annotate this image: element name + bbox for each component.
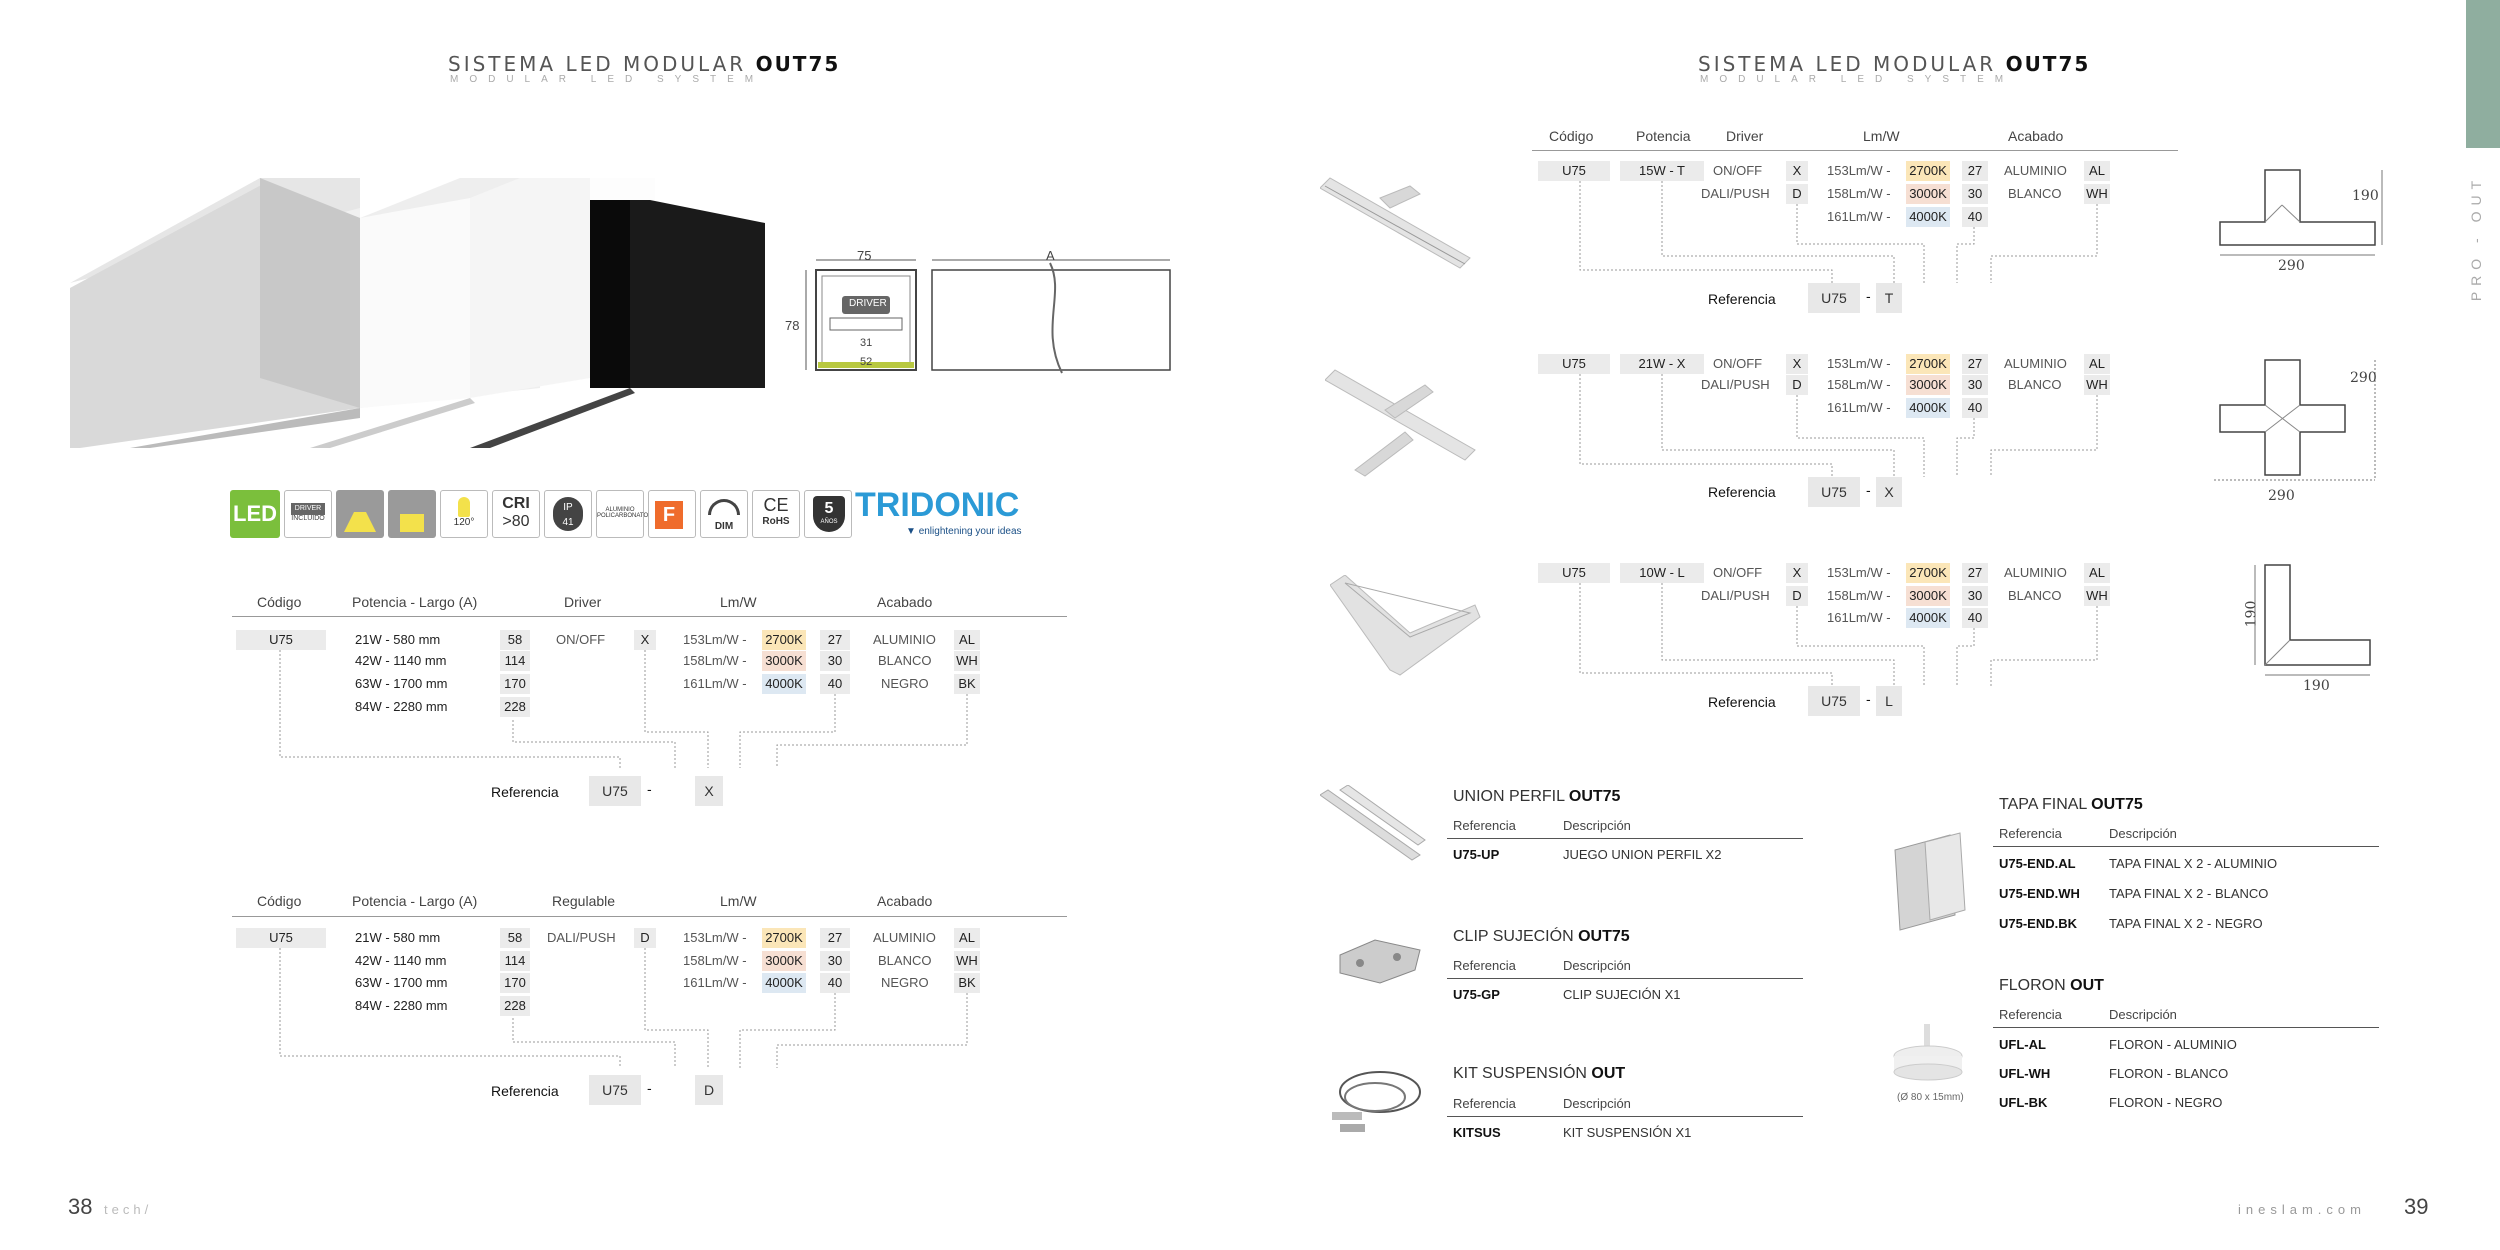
kit-code: KITSUS: [1453, 1125, 1501, 1140]
dim-inner-label: 31: [860, 337, 873, 349]
t2-cct-3: 4000K: [762, 973, 806, 993]
driver-label: DRIVER: [849, 298, 887, 309]
r-header-driver: Driver: [1726, 128, 1764, 144]
t2-header-power: Potencia - Largo (A): [352, 893, 478, 909]
b3-ref-fixed: L: [1876, 686, 1902, 716]
t2-power-4: 84W - 2280 mm: [355, 998, 448, 1013]
b3-dim-2: 190: [2303, 678, 2330, 694]
b3-dim-1: 190: [2243, 600, 2260, 628]
t1-ref-dash: -: [647, 781, 652, 797]
clip-code: U75-GP: [1453, 987, 1500, 1002]
left-page-subtitle: MODULAR LED SYSTEM: [450, 74, 765, 85]
b3-finish-code-1: AL: [2084, 563, 2110, 583]
t1-code: U75: [236, 630, 326, 650]
b2-driver-1: ON/OFF: [1713, 356, 1763, 371]
b2-cct-code-3: 40: [1962, 398, 1988, 418]
t2-power-2: 42W - 1140 mm: [355, 953, 447, 968]
t1-finish-code-1: AL: [954, 630, 980, 650]
t1-ref-label: Referencia: [491, 784, 559, 800]
t1-header-driver: Driver: [564, 594, 602, 610]
tapa-code-1: U75-END.AL: [1999, 856, 2076, 871]
b3-finish-code-2: WH: [2084, 586, 2110, 606]
t2-lm-3: 161Lm/W -: [683, 975, 747, 990]
tapa-title: TAPA FINAL OUT75: [1999, 796, 2143, 813]
t1-power-2: 42W - 1140 mm: [355, 653, 447, 668]
dim-width-label: 75: [857, 248, 872, 263]
dim-base-label: 52: [860, 356, 873, 368]
r-header-code: Código: [1549, 128, 1594, 144]
b3-finish-1: ALUMINIO: [2004, 565, 2067, 580]
t1-cct-2: 3000K: [762, 651, 806, 671]
b3-ref-dash: -: [1866, 691, 1871, 707]
b2-finish-code-2: WH: [2084, 375, 2110, 395]
b1-cct-code-3: 40: [1962, 207, 1988, 227]
b1-lm-2: 158Lm/W -: [1827, 186, 1891, 201]
left-page-section: tech/: [104, 1202, 153, 1217]
b3-driver-1: ON/OFF: [1713, 565, 1763, 580]
b2-lm-3: 161Lm/W -: [1827, 400, 1891, 415]
driver-included-badge: DRIVER INCLUIDO: [284, 490, 332, 538]
t2-ref-fixed: D: [695, 1075, 723, 1105]
t1-ref-code: U75: [589, 776, 641, 806]
t2-header-lmw: Lm/W: [720, 893, 757, 909]
r-header-finish: Acabado: [2008, 128, 2064, 144]
t1-lm-3: 161Lm/W -: [683, 676, 747, 691]
t1-cct-code-2: 30: [820, 651, 850, 671]
t2-length-1: 58: [500, 928, 530, 948]
b1-finish-code-1: AL: [2084, 161, 2110, 181]
clip-title: CLIP SUJECIÓN OUT75: [1453, 928, 1630, 945]
t2-cct-1: 2700K: [762, 928, 806, 948]
t2-cct-code-1: 27: [820, 928, 850, 948]
material-badge: ALUMINIO POLICARBONATO: [596, 490, 644, 538]
t1-finish-code-2: WH: [954, 651, 980, 671]
energy-class-badge: F: [648, 490, 696, 538]
b3-cct-code-2: 30: [1962, 586, 1988, 606]
right-page-subtitle: MODULAR LED SYSTEM: [1700, 74, 2015, 85]
b1-driver-code-2: D: [1786, 184, 1808, 204]
t1-lm-2: 158Lm/W -: [683, 653, 747, 668]
b1-cct-3: 4000K: [1906, 207, 1950, 227]
b1-driver-2: DALI/PUSH: [1701, 186, 1770, 201]
union-profile-photo: [1320, 785, 1430, 865]
clip-photo: [1335, 935, 1425, 995]
floron-desc-2: FLORON - BLANCO: [2109, 1066, 2229, 1081]
b3-lm-1: 153Lm/W -: [1827, 565, 1891, 580]
kit-title: KIT SUSPENSIÓN OUT: [1453, 1065, 1626, 1082]
r-header-lmw: Lm/W: [1863, 128, 1900, 144]
b1-finish-code-2: WH: [2084, 184, 2110, 204]
ce-rohs-badge: CE RoHS: [752, 490, 800, 538]
b3-lm-2: 158Lm/W -: [1827, 588, 1891, 603]
tapa-code-2: U75-END.WH: [1999, 886, 2080, 901]
floron-h-ref: Referencia: [1999, 1007, 2062, 1022]
t1-header-lmw: Lm/W: [720, 594, 757, 610]
b2-driver-2: DALI/PUSH: [1701, 377, 1770, 392]
floron-size-note: (Ø 80 x 15mm): [1897, 1092, 1964, 1103]
b1-lm-1: 153Lm/W -: [1827, 163, 1891, 178]
b2-driver-code-1: X: [1786, 354, 1808, 374]
t1-cct-3: 4000K: [762, 674, 806, 694]
b2-lm-2: 158Lm/W -: [1827, 377, 1891, 392]
b3-cct-2: 3000K: [1906, 586, 1950, 606]
end-cap-photo: [1890, 830, 1970, 940]
tridonic-logo: TRIDONIC: [855, 486, 1020, 524]
b2-cct-1: 2700K: [1906, 354, 1950, 374]
t1-length-2: 114: [500, 651, 530, 671]
b1-power: 15W - T: [1620, 161, 1704, 181]
tapa-h-desc: Descripción: [2109, 826, 2177, 841]
floron-h-desc: Descripción: [2109, 1007, 2177, 1022]
b3-cct-1: 2700K: [1906, 563, 1950, 583]
union-h-ref: Referencia: [1453, 818, 1516, 833]
t2-power-3: 63W - 1700 mm: [355, 975, 448, 990]
floron-code-1: UFL-AL: [1999, 1037, 2046, 1052]
t2-cct-code-3: 40: [820, 973, 850, 993]
left-page-number: 38: [68, 1194, 93, 1219]
b2-dim-2: 290: [2268, 488, 2295, 504]
kit-h-ref: Referencia: [1453, 1096, 1516, 1111]
t2-lm-2: 158Lm/W -: [683, 953, 747, 968]
t-shape-diagram: [2210, 160, 2390, 270]
clip-desc: CLIP SUJECIÓN X1: [1563, 987, 1681, 1002]
t2-power-1: 21W - 580 mm: [355, 930, 441, 945]
b2-ref-code: U75: [1808, 477, 1860, 507]
b3-driver-2: DALI/PUSH: [1701, 588, 1770, 603]
t2-finish-code-3: BK: [954, 973, 980, 993]
floron-title: FLORON OUT: [1999, 977, 2104, 994]
b1-cct-1: 2700K: [1906, 161, 1950, 181]
union-title: UNION PERFIL OUT75: [1453, 788, 1621, 805]
b1-cct-code-2: 30: [1962, 184, 1988, 204]
b2-cct-code-2: 30: [1962, 375, 1988, 395]
t1-cct-1: 2700K: [762, 630, 806, 650]
tapa-h-ref: Referencia: [1999, 826, 2062, 841]
floron-desc-3: FLORON - NEGRO: [2109, 1095, 2223, 1110]
b2-cct-2: 3000K: [1906, 375, 1950, 395]
tapa-desc-3: TAPA FINAL X 2 - NEGRO: [2109, 916, 2263, 931]
t1-finish-code-3: BK: [954, 674, 980, 694]
t2-code: U75: [236, 928, 326, 948]
dimmable-badge: DIM: [700, 490, 748, 538]
b2-cct-3: 4000K: [1906, 398, 1950, 418]
tapa-desc-2: TAPA FINAL X 2 - BLANCO: [2109, 886, 2269, 901]
b3-finish-2: BLANCO: [2008, 588, 2062, 603]
floron-code-3: UFL-BK: [1999, 1095, 2048, 1110]
floron-desc-1: FLORON - ALUMINIO: [2109, 1037, 2237, 1052]
warranty-badge: 5 AÑOS: [804, 490, 852, 538]
tapa-desc-1: TAPA FINAL X 2 - ALUMINIO: [2109, 856, 2278, 871]
b3-ref-label: Referencia: [1708, 694, 1776, 710]
b3-cct-code-3: 40: [1962, 608, 1988, 628]
t2-ref-dash: -: [647, 1080, 652, 1096]
kit-rule: [1447, 1116, 1803, 1117]
dim-height-label: 78: [785, 318, 800, 333]
cri-badge: CRI >80: [492, 490, 540, 538]
t2-cct-code-2: 30: [820, 951, 850, 971]
t1-power-1: 21W - 580 mm: [355, 632, 441, 647]
b2-ref-dash: -: [1866, 482, 1871, 498]
ip-rating-badge: IP 41: [544, 490, 592, 538]
b1-cct-2: 3000K: [1906, 184, 1950, 204]
t1-length-4: 228: [500, 697, 530, 717]
led-badge: LED: [230, 490, 280, 538]
t1-driver-code: X: [634, 630, 656, 650]
kit-h-desc: Descripción: [1563, 1096, 1631, 1111]
r-header-power: Potencia: [1636, 128, 1691, 144]
b1-dim-1: 190: [2352, 188, 2379, 204]
chapter-tab: [2466, 0, 2500, 148]
union-desc: JUEGO UNION PERFIL X2: [1563, 847, 1722, 862]
t1-header-power: Potencia - Largo (A): [352, 594, 478, 610]
t1-header-code: Código: [257, 594, 302, 610]
tapa-rule: [1993, 846, 2379, 847]
b1-cct-code-1: 27: [1962, 161, 1988, 181]
floron-photo: [1888, 1022, 1968, 1092]
b3-cct-3: 4000K: [1906, 608, 1950, 628]
t2-finish-3: NEGRO: [881, 975, 929, 990]
t2-finish-2: BLANCO: [878, 953, 932, 968]
union-rule: [1447, 838, 1803, 839]
b2-ref-label: Referencia: [1708, 484, 1776, 500]
right-page-title: SISTEMA LED MODULAR OUT75: [1698, 52, 2091, 76]
t1-cct-code-3: 40: [820, 674, 850, 694]
t1-power-4: 84W - 2280 mm: [355, 699, 448, 714]
b3-ref-code: U75: [1808, 686, 1860, 716]
union-code: U75-UP: [1453, 847, 1500, 862]
b2-finish-1: ALUMINIO: [2004, 356, 2067, 371]
t2-lm-1: 153Lm/W -: [683, 930, 747, 945]
b1-code: U75: [1538, 161, 1610, 181]
b2-lm-1: 153Lm/W -: [1827, 356, 1891, 371]
t1-length-3: 170: [500, 674, 530, 694]
t2-finish-1: ALUMINIO: [873, 930, 936, 945]
t1-finish-1: ALUMINIO: [873, 632, 936, 647]
b3-lm-3: 161Lm/W -: [1827, 610, 1891, 625]
b3-driver-code-2: D: [1786, 586, 1808, 606]
b1-finish-1: ALUMINIO: [2004, 163, 2067, 178]
t2-cct-2: 3000K: [762, 951, 806, 971]
t2-ref-label: Referencia: [491, 1083, 559, 1099]
kit-desc: KIT SUSPENSIÓN X1: [1563, 1125, 1692, 1140]
t1-driver: ON/OFF: [556, 632, 606, 647]
b1-finish-2: BLANCO: [2008, 186, 2062, 201]
beam-angle-icon: 120°: [440, 490, 488, 538]
t2-length-2: 114: [500, 951, 530, 971]
b1-lm-3: 161Lm/W -: [1827, 209, 1891, 224]
tridonic-tagline: ▼ enlightening your ideas: [906, 526, 1022, 537]
t1-cct-code-1: 27: [820, 630, 850, 650]
t2-header-code: Código: [257, 893, 302, 909]
dim-length-label: A: [1046, 248, 1055, 263]
b2-driver-code-2: D: [1786, 375, 1808, 395]
b2-code: U75: [1538, 354, 1610, 374]
floron-rule: [1993, 1027, 2379, 1028]
t2-driver-code: D: [634, 928, 656, 948]
b2-ref-fixed: X: [1876, 477, 1902, 507]
tapa-code-3: U75-END.BK: [1999, 916, 2078, 931]
t2-ref-code: U75: [589, 1075, 641, 1105]
t2-length-4: 228: [500, 996, 530, 1016]
b1-ref-fixed: T: [1876, 283, 1902, 313]
b3-code: U75: [1538, 563, 1610, 583]
b3-power: 10W - L: [1620, 563, 1704, 583]
b2-dim-1: 290: [2350, 370, 2377, 386]
b3-cct-code-1: 27: [1962, 563, 1988, 583]
b2-power: 21W - X: [1620, 354, 1704, 374]
clip-h-ref: Referencia: [1453, 958, 1516, 973]
right-page-number: 39: [2404, 1194, 2429, 1219]
floron-code-2: UFL-WH: [1999, 1066, 2051, 1081]
t1-length-1: 58: [500, 630, 530, 650]
t2-finish-code-2: WH: [954, 951, 980, 971]
chapter-label: PRO - OUT: [2468, 174, 2484, 302]
b1-driver-1: ON/OFF: [1713, 163, 1763, 178]
t1-lm-1: 153Lm/W -: [683, 632, 747, 647]
t1-header-finish: Acabado: [877, 594, 933, 610]
left-page-title: SISTEMA LED MODULAR OUT75: [448, 52, 841, 76]
b1-dim-2: 290: [2278, 258, 2305, 274]
clip-h-desc: Descripción: [1563, 958, 1631, 973]
b2-cct-code-1: 27: [1962, 354, 1988, 374]
t1-ref-fixed: X: [695, 776, 723, 806]
union-h-desc: Descripción: [1563, 818, 1631, 833]
t2-finish-code-1: AL: [954, 928, 980, 948]
clip-rule: [1447, 978, 1803, 979]
t2-header-dimmable: Regulable: [552, 893, 616, 909]
t2-length-3: 170: [500, 973, 530, 993]
b1-ref-label: Referencia: [1708, 291, 1776, 307]
b3-driver-code-1: X: [1786, 563, 1808, 583]
b1-ref-code: U75: [1808, 283, 1860, 313]
b2-finish-2: BLANCO: [2008, 377, 2062, 392]
b1-driver-code-1: X: [1786, 161, 1808, 181]
t1-power-3: 63W - 1700 mm: [355, 676, 448, 691]
t1-finish-2: BLANCO: [878, 653, 932, 668]
t1-finish-3: NEGRO: [881, 676, 929, 691]
b1-ref-dash: -: [1866, 288, 1871, 304]
b2-finish-code-1: AL: [2084, 354, 2110, 374]
t2-driver: DALI/PUSH: [547, 930, 616, 945]
website: ineslam.com: [2238, 1202, 2366, 1217]
suspension-kit-photo: [1320, 1062, 1430, 1147]
t2-header-finish: Acabado: [877, 893, 933, 909]
